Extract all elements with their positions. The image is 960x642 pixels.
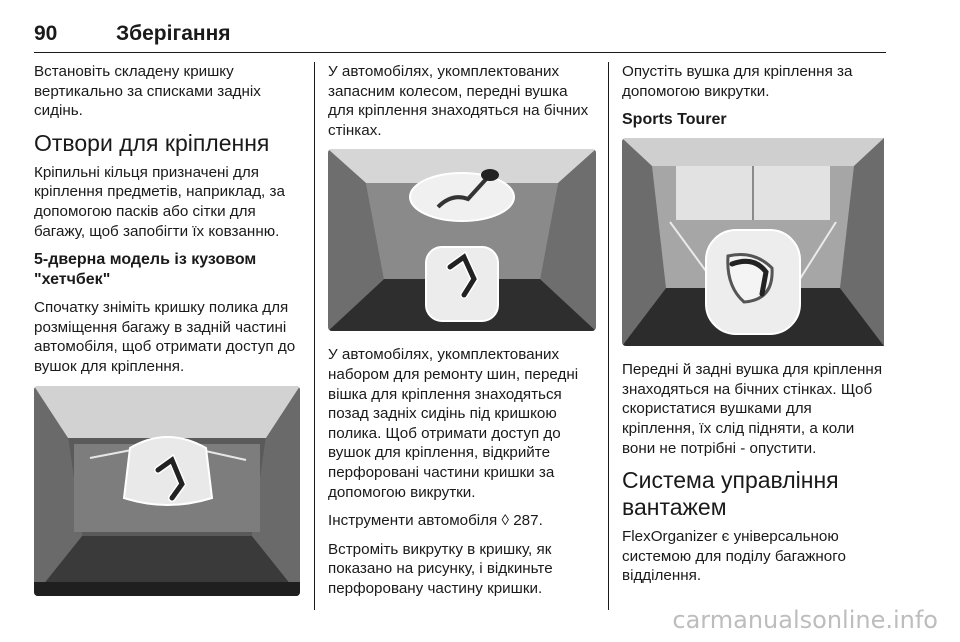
column-middle xyxy=(328,62,596,608)
sports-tourer-trunk-illustration xyxy=(622,138,888,346)
paragraph: Встроміть викрутку в кришку, як показано на рисунку, і відкиньте перфоровану частину кришки. xyxy=(328,540,553,597)
hatchback-trunk-illustration xyxy=(34,386,300,596)
column-divider xyxy=(314,62,315,610)
subheading: 5-дверна модель із кузовом "хетчбек" xyxy=(34,251,257,289)
paragraph: Кріпильні кільця призначені для кріплення предметів, наприклад, за допомогою пасків або сітки для багажу, щоб запобігти їх ковзанню. xyxy=(34,163,285,240)
paragraph: Передні й задні вушка для кріплення знаходяться на бічних стінках. Щоб скористатися вушками для кріплення, їх слід підняти, а коли вони не потрібні - опустити. xyxy=(622,361,883,457)
column-divider xyxy=(608,62,609,610)
paragraph: FlexOrganizer є універсальною системою для поділу багажного відділення. xyxy=(622,528,846,585)
page-number: 90 xyxy=(34,22,58,45)
page-header xyxy=(34,22,886,53)
paragraph: Спочатку зніміть кришку полика для розміщення багажу в задній частині автомобіля, щоб отримати доступ до вушок для кріплення. xyxy=(34,299,296,375)
cross-reference-paragraph: Інструменти автомобіля ◊ 287. xyxy=(328,512,543,530)
paragraph: Опустіть вушка для кріплення за допомогою викрутки. xyxy=(622,63,853,100)
page-title: Зберігання xyxy=(116,22,231,45)
column-left xyxy=(34,62,300,610)
reference-page-link[interactable]: 287 xyxy=(513,512,539,530)
paragraph: У автомобілях, укомплектованих запасним колесом, передні вушка для кріплення знаходяться на бічних стінках. xyxy=(328,63,589,139)
intro-paragraph: Встановіть складену кришку вертикально за списками задніх сидінь. xyxy=(34,63,261,120)
column-right xyxy=(622,62,888,595)
reference-text: Інструменти автомобіля xyxy=(328,512,498,530)
reference-arrow-icon: ◊ xyxy=(501,512,509,530)
watermark: carmanualsonline.info xyxy=(672,606,938,634)
section-heading: Отвори для кріплення xyxy=(34,129,270,156)
section-heading: Система управління вантажем xyxy=(622,467,839,521)
paragraph: У автомобілях, укомплектованих набором для ремонту шин, передні вішка для кріплення знаходяться позад задніх сидінь під кришкою полика. Щоб отримати доступ до вушок для кріплення, відкрийте перфоровані частини кришки за допомогою викрутки. xyxy=(328,346,579,501)
spare-wheel-trunk-illustration xyxy=(328,149,596,331)
subheading: Sports Tourer xyxy=(622,111,727,129)
